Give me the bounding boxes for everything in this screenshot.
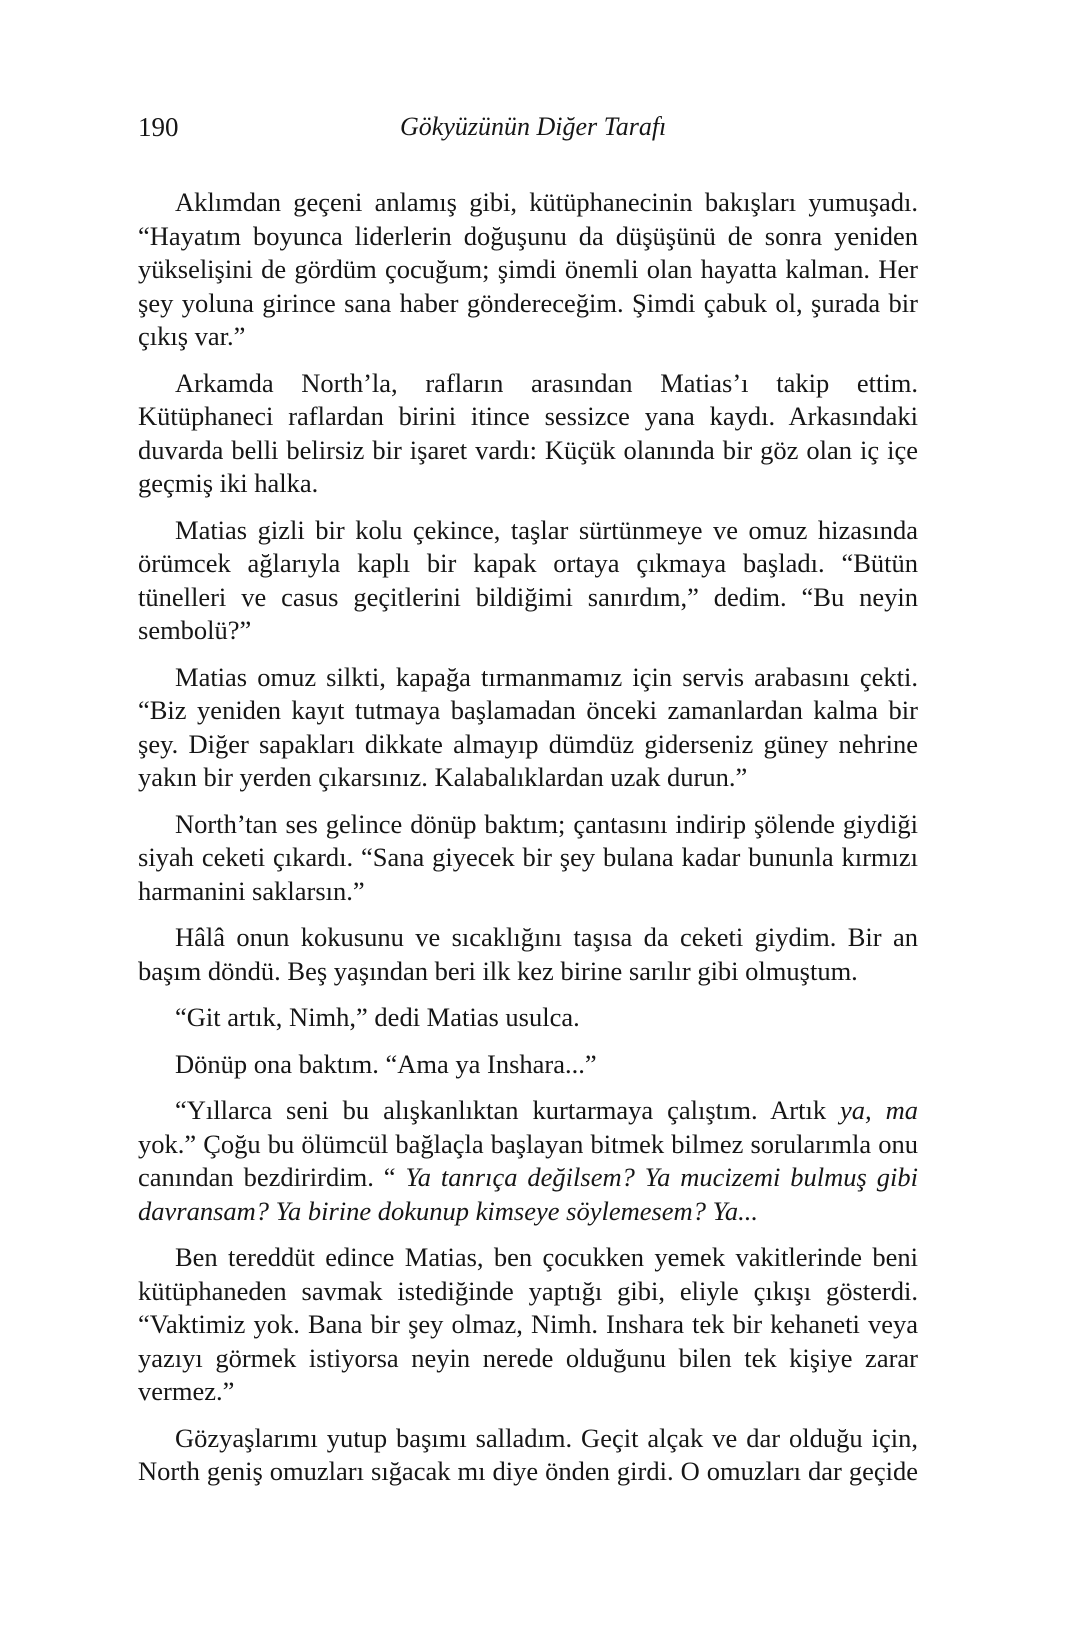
- italic-run: Ya tanrıça değilsem? Ya mucizemi bulmuş gibi davransam? Ya birine dokunup kimseye söylemesem? Ya...: [138, 1162, 918, 1226]
- paragraph: Aklımdan geçeni anlamış gibi, kütüphanecinin bakışları yumuşadı. “Hayatım boyunca liderlerin doğuşunu da düşüşünü de sonra yeniden yükselişini de gördüm çocuğum; şimdi önemli olan hayatta kalman. Her şey yoluna girince sana haber göndereceğim. Şimdi çabuk ol, şurada bir çıkış var.”: [138, 187, 918, 351]
- paragraph-with-italics: [138, 1094, 918, 1228]
- body-text: [138, 186, 918, 1502]
- italic-run: ya, ma: [840, 1095, 918, 1125]
- text-run: “Yıllarca seni bu alışkanlıktan kurtarmaya çalıştım. Artık: [175, 1095, 841, 1125]
- text-run: yok.” Çoğu bu ölümcül bağlaçla başlayan bitmek bilmez sorularımla onu canından bezdirirdim. “: [138, 1128, 918, 1192]
- paragraph: Matias omuz silkti, kapağa tırmanmamız için servis arabasını çekti. “Biz yeniden kayıt tutmaya başlamadan önceki zamanlardan kalma bir şey. Diğer sapakları dikkate almayıp dümdüz giderseniz güney nehrine yakın bir yerden çıkarsınız. Kalabalıklardan uzak durun.”: [138, 661, 918, 792]
- paragraph: Gözyaşlarımı yutup başımı salladım. Geçit alçak ve dar olduğu için, North geniş omuzları sığacak mı diye önden girdi. O omuzları dar geçide: [138, 1422, 918, 1486]
- page-header: [138, 112, 918, 152]
- paragraph: North’tan ses gelince dönüp baktım; çantasını indirip şölende giydiği siyah ceketi çıkardı. “Sana giyecek bir şey bulana kadar bununla kırmızı harmanini saklarsın.”: [138, 808, 918, 906]
- paragraph: Arkamda North’la, rafların arasından Matias’ı takip ettim. Kütüphaneci raflardan birini itince sessizce yana kaydı. Arkasındaki duvarda belli belirsiz bir işaret vardı: Küçük olanında bir göz olan iç içe geçmiş iki halka.: [138, 367, 918, 498]
- page-number: 190: [138, 112, 179, 142]
- running-title: Gökyüzünün Diğer Tarafı: [400, 112, 667, 141]
- paragraph: Dönüp ona baktım. “Ama ya Inshara...”: [175, 1048, 597, 1079]
- paragraph: “Git artık, Nimh,” dedi Matias usulca.: [175, 1002, 580, 1032]
- paragraph: Hâlâ onun kokusunu ve sıcaklığını taşısa da ceketi giydim. Bir an başım döndü. Beş yaşından beri ilk kez birine sarılır gibi olmuştum.: [138, 922, 918, 986]
- paragraph: Matias gizli bir kolu çekince, taşlar sürtünmeye ve omuz hizasında örümcek ağlarıyla kaplı bir kapak ortaya çıkmaya başladı. “Bütün tünelleri ve casus geçitlerini bildiğimi sanırdım,” dedim. “Bu neyin sembolü?”: [138, 514, 918, 645]
- paragraph: Ben tereddüt edince Matias, ben çocukken yemek vakitlerinde beni kütüphaneden savmak istediğinde yaptığı gibi, eliyle çıkışı gösterdi. “Vaktimiz yok. Bana bir şey olmaz, Nimh. Inshara tek bir kehaneti veya yazıyı görmek istiyorsa neyin nerede olduğunu bilen tek kişiye zarar vermez.”: [138, 1242, 918, 1406]
